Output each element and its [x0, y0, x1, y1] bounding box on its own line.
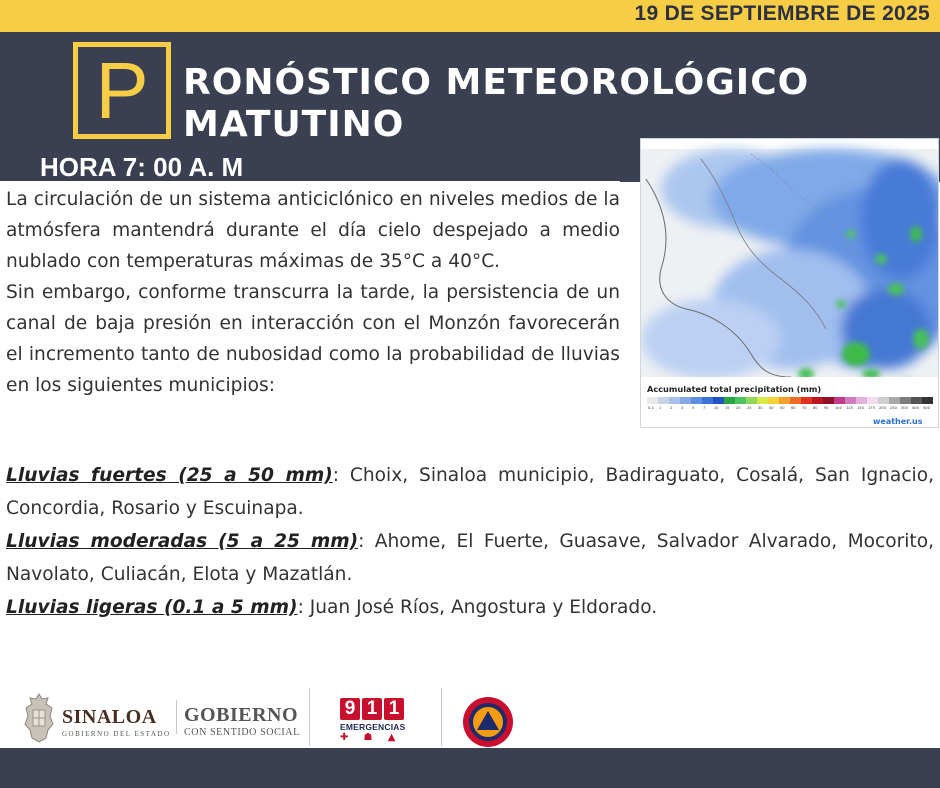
map-scale-label: 7	[703, 406, 706, 410]
rain-item-heavy	[6, 459, 934, 525]
rain-municipalities-light: : Juan José Ríos, Angostura y Eldorado.	[297, 597, 658, 618]
map-scale-label: 90	[824, 406, 829, 410]
map-scale-label: 100	[835, 406, 842, 410]
gobierno-subtitle: CON SENTIDO SOCIAL	[184, 727, 300, 738]
emergency-digit: 1	[362, 698, 382, 720]
emergency-label: EMERGENCIAS	[340, 722, 406, 732]
title-initial-box	[73, 42, 171, 139]
emergency-digit: 1	[384, 698, 404, 720]
map-brand: weather.us	[873, 417, 923, 426]
map-scale-label: 60	[791, 406, 796, 410]
gobierno-logo	[184, 704, 300, 738]
emergency-911-logo	[340, 698, 404, 748]
page-title	[183, 62, 809, 146]
sinaloa-subtitle: GOBIERNO DEL ESTADO	[62, 730, 171, 738]
map-scale-label: 300	[901, 406, 908, 410]
map-scale-label: 80	[813, 406, 818, 410]
map-scale-label: 1	[659, 406, 662, 410]
map-scale-label: 200	[879, 406, 886, 410]
rain-category-light: Lluvias ligeras (0.1 a 5 mm)	[6, 597, 298, 618]
proteccion-civil-logo	[462, 696, 514, 748]
map-scale-label: 20	[736, 406, 741, 410]
map-legend-title: Accumulated total precipitation (mm)	[647, 384, 822, 394]
civil-protection-icon	[462, 696, 514, 748]
rain-municipalities-moderate: : Ahome, El Fuerte, Guasave, Salvador Alvarado, Mocorito, Navolato, Culiacán, Elota y Mazatlán.	[6, 531, 934, 585]
forecast-hour: HORA 7: 00 A. M	[40, 152, 244, 182]
title-initial: P	[95, 46, 149, 135]
gobierno-name: GOBIERNO	[184, 704, 299, 726]
sinaloa-name: SINALOA	[62, 706, 157, 728]
map-scale-label: 175	[868, 406, 875, 410]
emergency-digit: 9	[340, 698, 360, 720]
map-scale-label: 30	[758, 406, 763, 410]
map-scale-label: 2	[670, 406, 673, 410]
title-line-2: MATUTINO	[183, 104, 405, 145]
map-scale-label: 250	[890, 406, 897, 410]
rain-category-heavy: Lluvias fuertes (25 a 50 mm)	[6, 465, 333, 486]
map-scale-label: 125	[846, 406, 853, 410]
map-scale-label: 15	[725, 406, 730, 410]
map-scale-label: 5	[692, 406, 695, 410]
map-scale-label: 0.1	[648, 406, 654, 410]
footer-bar	[0, 748, 940, 788]
sinaloa-shield-icon	[22, 692, 56, 744]
map-color-scale	[647, 397, 933, 404]
map-scale-label: 150	[857, 406, 864, 410]
forecast-paragraph-1: La circulación de un sistema anticiclónico en niveles medios de la atmósfera mantendrá durante el día cielo despejado a medio nublado con temperaturas máximas de 35°C a 40°C.	[6, 189, 620, 272]
map-scale-label: 10	[714, 406, 719, 410]
forecast-body	[6, 184, 620, 401]
title-line-1: RONÓSTICO METEOROLÓGICO	[183, 62, 810, 103]
map-scale-label: 500	[923, 406, 930, 410]
map-scale-label: 40	[769, 406, 774, 410]
rain-item-light	[6, 591, 934, 624]
map-scale-label: 70	[802, 406, 807, 410]
emergency-digits	[340, 698, 404, 720]
date-label: 19 DE SEPTIEMBRE DE 2025	[634, 2, 930, 25]
rain-item-moderate	[6, 525, 934, 591]
precipitation-map	[640, 138, 939, 428]
rain-category-moderate: Lluvias moderadas (5 a 25 mm)	[6, 531, 359, 552]
map-scale-label: 400	[912, 406, 919, 410]
rain-municipalities-heavy: : Choix, Sinaloa municipio, Badiraguato, Cosalá, San Ignacio, Concordia, Rosario y Escuinapa.	[6, 465, 934, 519]
date-bar	[0, 0, 940, 32]
footer-divider	[176, 700, 177, 734]
footer-divider	[441, 688, 442, 746]
map-scale-label: 3	[681, 406, 684, 410]
svg-text:.: .	[647, 143, 649, 148]
forecast-paragraph-2: Sin embargo, conforme transcurra la tarde, la persistencia de un canal de baja presión en interacción con el Monzón favorecerán el incremento tanto de nubosidad como la probabilidad de lluvias en los siguientes municipios:	[6, 282, 620, 396]
precipitation-map-graphic	[641, 139, 939, 428]
footer-divider	[309, 688, 310, 746]
map-scale-label: 25	[747, 406, 752, 410]
sinaloa-logo	[22, 692, 172, 748]
emergency-services-icon: ✚ ☗ ▲	[340, 732, 402, 743]
map-scale-label: 50	[780, 406, 785, 410]
